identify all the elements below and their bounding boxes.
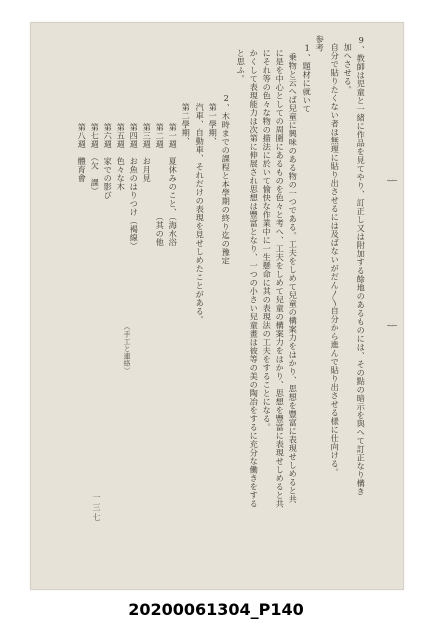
- text-line-21: 第七週 （欠 課）: [90, 123, 101, 196]
- text-line-13: 汽車、自動車、それだけの表現を見せしめたことがある。: [195, 103, 206, 324]
- text-line-8: にそれ等の色々な物の描法に於いて愉快な作業中に一生懸命に其の表現法の工夫をすることになる。: [262, 49, 273, 432]
- binding-stitch-bottom: [387, 325, 397, 326]
- text-line-5: 1、題材に就いて: [302, 43, 313, 113]
- marginal-note: （手工と連絡）: [123, 323, 131, 375]
- text-line-4: 参考: [315, 35, 326, 52]
- binding-stitch-top: [387, 180, 397, 181]
- image-caption: 20200061304_P140: [128, 600, 304, 619]
- text-line-20: 第六週 家での影び: [103, 123, 114, 200]
- text-line-3: 自分で貼りたくない者は無理に貼り出させるには及ばないがだん〳〵自分から進んで貼り出させる様に仕向ける。: [330, 43, 341, 477]
- text-line-15: 第一週 夏休みのこと、（海水浴: [168, 123, 179, 247]
- text-line-18: 第四週 お魚のはりつけ（褐線）: [129, 123, 140, 251]
- text-line-12: 第一學期、: [208, 103, 219, 146]
- text-line-19: 第五週 色々な木: [116, 123, 127, 191]
- text-line-17: 第三週 お月見: [142, 123, 153, 183]
- text-line-11: 2、木時までの課程と本學期の終り迄の豫定: [221, 93, 232, 265]
- text-line-14: 第二學期、: [181, 103, 192, 146]
- page-number: 一三七: [92, 493, 101, 523]
- text-line-10: と思ふ。: [236, 49, 247, 83]
- text-line-9: かくして表現能力は次第に伸展され思想は豐富となり、一つの小さい兒童畫は彼等の美の陶冶をするに充分な働きをする: [249, 49, 260, 508]
- document-page: [30, 22, 404, 590]
- text-line-1: 9、教師は児童と一緒に作品を見てやり、訂正し又は附加する餘地のあるものには、その點の暗示を與へて訂正なり構き: [356, 35, 367, 496]
- text-line-22: 第八週 體育會: [77, 123, 88, 183]
- text-line-7: に是を中心としての周圍にあるものを色々と考へ、工夫をしめて兒童の構案力をはかり、思想を豐富に表現せしめると共: [275, 49, 286, 508]
- text-line-2: 加へさせる。: [343, 43, 354, 94]
- text-line-6: 乗物と云へば兒童に興味のある物の一つである。工夫をしめて兒童の構案力をはかり、思想を豐富に表現せしめると共: [288, 53, 299, 504]
- text-line-16: 第二週 （其の他: [155, 123, 166, 247]
